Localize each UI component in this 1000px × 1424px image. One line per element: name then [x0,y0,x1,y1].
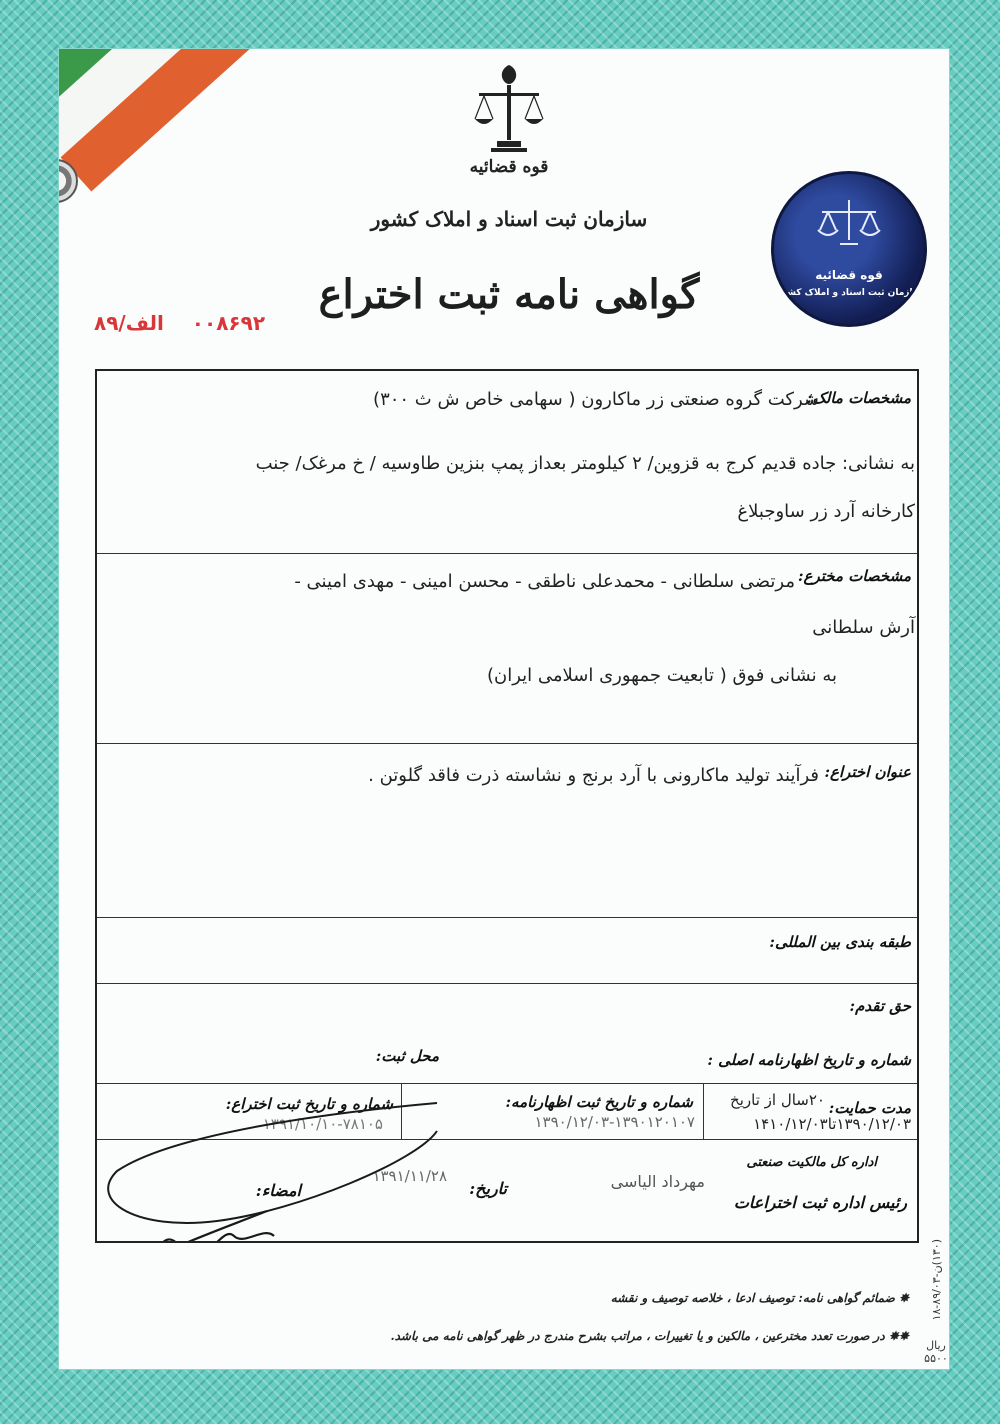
sign-label: امضاء: [255,1181,301,1200]
row-divider [97,1139,917,1140]
row-divider [97,743,917,744]
position-text: رئیس اداره ثبت اختراعات [733,1193,907,1212]
department-text: اداره کل مالکیت صنعتی [746,1155,877,1170]
details-table [95,369,919,1243]
row-divider [97,917,917,918]
owner-name: شرکت گروه صنعتی زر ماکارون ( سهامی خاص ش ث ۳۰۰) [373,389,819,410]
signer-name: مهرداد الیاسی [610,1172,705,1191]
form-code: (۱۳۰)ن-۸۹/۰۳-۱۸ [930,1239,943,1321]
registration-value: ۱۳۹۱/۱۰/۱۰-۷۸۱۰۵ [262,1115,383,1133]
protection-dates: ۱۳۹۰/۱۲/۰۳تا۱۴۱۰/۱۲/۰۳ [753,1115,911,1133]
serial-value: ۰۰۸۶۹۲ [191,311,266,335]
owner-address-line1: به نشانی: جاده قدیم کرج به قزوین/ ۲ کیلومتر بعداز پمپ بنزین طاوسیه / خ مرغک/ جنب [255,453,915,474]
inventor-names-line1: مرتضی سلطانی - محمدعلی ناطقی - محسن امینی - مهدی امینی - [294,571,795,592]
seal-emblem-icon [814,196,884,266]
row-divider [97,1083,917,1084]
inventor-label: مشخصات مخترع: [797,567,911,585]
flag-ribbon [58,48,367,200]
organization-name: سازمان ثبت اسناد و املاک کشور [370,207,648,231]
classification-label: طبقه بندی بین المللی: [769,933,911,951]
registration-place-label: محل ثبت: [375,1047,439,1065]
hologram-seal [771,171,927,327]
bullet-icon: ✸ [894,1291,909,1305]
protection-period: ۲۰سال از تاریخ [730,1091,825,1109]
date-label: تاریخ: [469,1179,507,1198]
column-divider [703,1083,704,1139]
serial-series: الف/۸۹ [94,311,164,335]
declaration-label: شماره و تاریخ ثبت اظهارنامه: [505,1093,693,1111]
registration-label: شماره و تاریخ ثبت اختراع: [225,1095,393,1113]
row-divider [97,553,917,554]
certificate-paper [58,48,950,1370]
serial-number [94,311,265,335]
inventor-names-line2: آرش سلطانی [812,617,915,638]
protection-label: مدت حمایت: [828,1099,911,1117]
seal-line1: قوه قضائیه [815,268,883,282]
price-label: ریال ۵۵۰۰ [924,1339,948,1365]
column-divider [401,1083,402,1139]
footnote-text: ضمائم گواهی نامه: توصیف ادعا ، خلاصه توصیف و نقشه [610,1291,895,1305]
bullet-icon: ✸✸ [884,1329,909,1343]
judiciary-text: قوه قضائیه [469,157,549,177]
declaration-value: ۱۳۹۰/۱۲/۰۳-۱۳۹۰۱۲۰۱۰۷ [534,1113,695,1131]
owner-address-line2: کارخانه آرد زر ساوجبلاغ [737,501,915,522]
owner-label: مشخصات مالک: [806,389,911,407]
date-value: ۱۳۹۱/۱۱/۲۸ [372,1167,447,1185]
invention-title-value: فرآیند تولید ماکارونی با آرد برنج و نشاسته ذرت فاقد گلوتن . [368,765,819,786]
priority-label: حق تقدم: [849,997,911,1015]
original-declaration-label: شماره و تاریخ اظهارنامه اصلی : [707,1051,911,1069]
footnote-multiple [390,1329,909,1343]
scales-emblem-icon [469,59,549,163]
footnote-attachments [611,1291,909,1305]
footnote-text: در صورت تعدد مخترعین ، مالکین و یا تغییرات ، مراتب بشرح مندرج در ظهر گواهی نامه می باشد. [390,1329,885,1343]
seal-line2: سازمان ثبت اسناد و املاک کشور [776,288,922,298]
certificate-title: گواهی نامه ثبت اختراع [318,271,700,318]
invention-title-label: عنوان اختراع: [824,763,911,781]
inventor-address: به نشانی فوق ( تابعیت جمهوری اسلامی ایران) [486,665,837,686]
row-divider [97,983,917,984]
